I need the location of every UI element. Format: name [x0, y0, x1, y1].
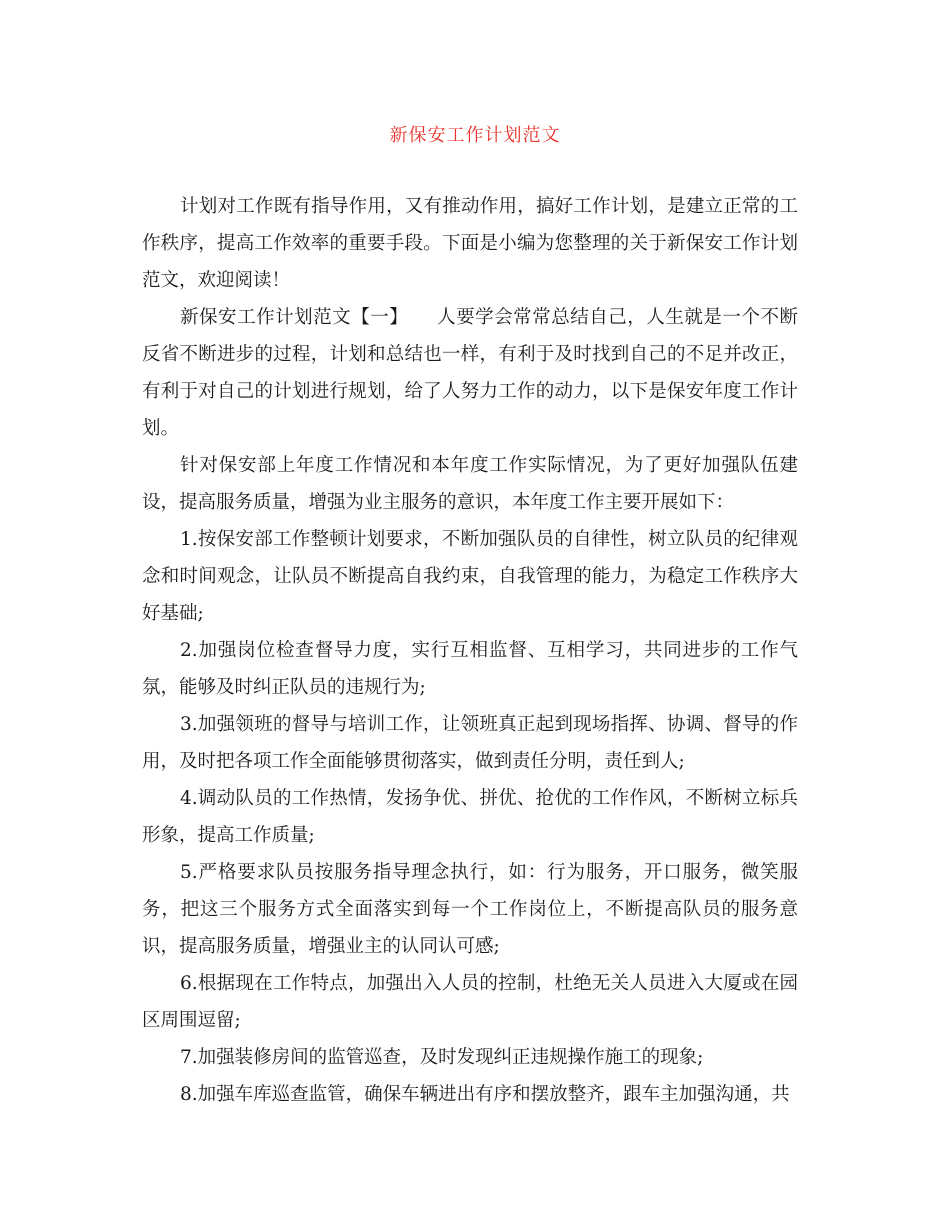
- paragraph-item-3: 3.加强领班的督导与培训工作，让领班真正起到现场指挥、协调、督导的作用，及时把各项工作全面能够贯彻落实，做到责任分明，责任到人;: [142, 714, 798, 772]
- document-title: 新保安工作计划范文: [389, 125, 561, 146]
- document-body: [142, 188, 798, 1113]
- paragraph-item-5: 5.严格要求队员按服务指导理念执行，如：行为服务，开口服务，微笑服务，把这三个服务方式全面落实到每一个工作岗位上，不断提高队员的服务意识，提高服务质量，增强业主的认同认可感;: [142, 862, 798, 957]
- paragraph-section-one: 新保安工作计划范文【一】 人要学会常常总结自己，人生就是一个不断反省不断进步的过程，计划和总结也一样，有利于及时找到自己的不足并改正，有利于对自己的计划进行规划，给了人努力工作的动力，以下是保安年度工作计划。: [142, 307, 798, 439]
- paragraph-item-2: 2.加强岗位检查督导力度，实行互相监督、互相学习，共同进步的工作气氛，能够及时纠正队员的违规行为;: [142, 640, 798, 698]
- paragraph-item-4: 4.调动队员的工作热情，发扬争优、拼优、抢优的工作作风，不断树立标兵形象，提高工作质量;: [142, 788, 798, 846]
- paragraph-item-6: 6.根据现在工作特点，加强出入人员的控制，杜绝无关人员进入大厦或在园区周围逗留;: [142, 973, 798, 1031]
- paragraph-overview: 针对保安部上年度工作情况和本年度工作实际情况，为了更好加强队伍建设，提高服务质量，增强为业主服务的意识，本年度工作主要开展如下：: [142, 455, 798, 513]
- paragraph-item-1: 1.按保安部工作整顿计划要求，不断加强队员的自律性，树立队员的纪律观念和时间观念，让队员不断提高自我约束，自我管理的能力，为稳定工作秩序大好基础;: [142, 529, 798, 624]
- paragraph-item-7: 7.加强装修房间的监管巡查，及时发现纠正违规操作施工的现象;: [180, 1047, 704, 1068]
- paragraph-item-8: 8.加强车库巡查监管，确保车辆进出有序和摆放整齐，跟车主加强沟通，共: [180, 1084, 790, 1105]
- paragraph-intro: 计划对工作既有指导作用，又有推动作用，搞好工作计划，是建立正常的工作秩序，提高工作效率的重要手段。下面是小编为您整理的关于新保安工作计划范文，欢迎阅读！: [142, 196, 798, 291]
